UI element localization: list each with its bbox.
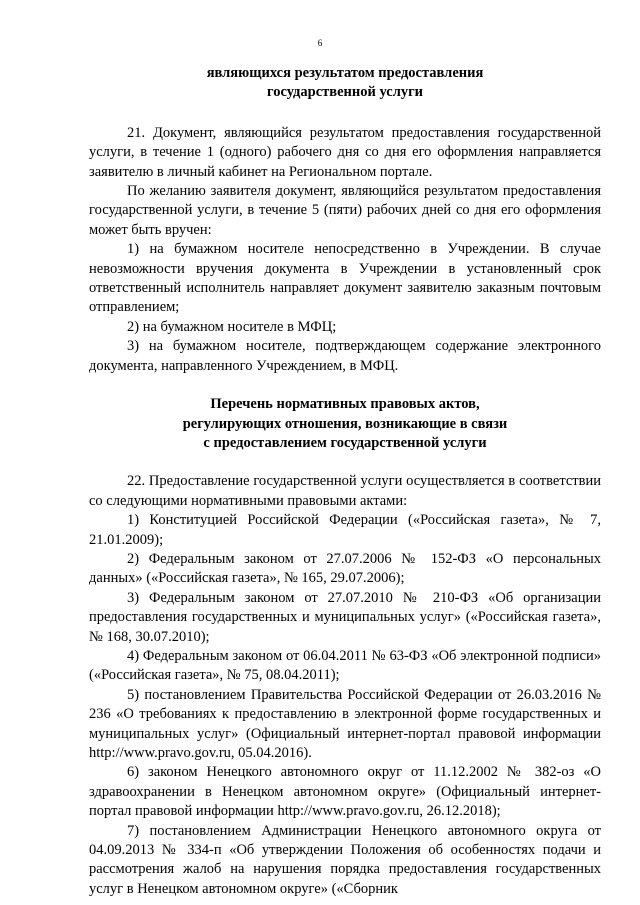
paragraph: По желанию заявителя документ, являющийся результатом предоставления государственной услуги, в течение 5 (пяти) рабочих дней со дня его оформления может быть вручен: [89, 183, 601, 238]
heading-line: Перечень нормативных правовых актов, [210, 396, 480, 413]
paragraph-21: 21. Документ, являющийся результатом предоставления государственной услуги, в течение 1 (одного) рабочего дня со дня его оформления направляется заявителю в личный кабинет на Региональном портале. [89, 124, 601, 180]
heading-line: государственной услуги [266, 84, 424, 101]
section-heading-result [89, 64, 601, 103]
heading-line: регулирующих отношения, возникающие в связи [182, 415, 508, 432]
section-heading-legal-acts [89, 395, 601, 453]
list-item: 1) на бумажном носителе непосредственно в Учреждении. В случае невозможности вручения документа в Учреждении в установленный срок ответственный исполнитель направляет документ заявителю заказным почтовым отправлением; [89, 241, 601, 316]
list-item: 3) Федеральным законом от 27.07.2010 № 210-ФЗ «Об организации предоставления государственных и муниципальных услуг» («Российская газета», № 168, 30.07.2010); [89, 589, 601, 645]
list-item: 6) законом Ненецкого автономного округ от 11.12.2002 № 382-оз «О здравоохранении в Ненецком автономном округе» (Официальный интернет-портал правовой информации http://www.pravo.gov.ru, 26.12.2018); [89, 764, 601, 820]
list-item: 2) Федеральным законом от 27.07.2006 № 152-ФЗ «О персональных данных» («Российская газета», № 165, 29.07.2006); [89, 550, 601, 587]
paragraph-22: 22. Предоставление государственной услуги осуществляется в соответствии со следующими нормативными правовыми актами: [89, 473, 601, 509]
page-number: 6 [317, 38, 323, 48]
list-item: 5) постановлением Правительства Российской Федерации от 26.03.2016 № 236 «О требованиях к предоставлению в электронной форме государственных и муниципальных услуг» (Официальный интернет-портал правовой информации http://www.pravo.gov.ru, 05.04.2016). [89, 686, 601, 761]
list-item: 3) на бумажном носителе, подтверждающем содержание электронного документа, направленного Учреждением, в МФЦ. [89, 338, 601, 374]
list-item: 1) Конституцией Российской Федерации («Российская газета», № 7, 21.01.2009); [89, 512, 601, 548]
heading-line: являющихся результатом предоставления [206, 65, 484, 81]
list-item: 2) на бумажном носителе в МФЦ; [127, 318, 337, 335]
list-item: 7) постановлением Администрации Ненецкого автономного округа от 04.09.2013 № 334-п «Об утверждении Положения об особенностях подачи и рассмотрения жалоб на нарушения порядка предоставления государственных услуг в Ненецком автономном округе» («Сборник [89, 822, 601, 897]
document-body [89, 64, 601, 899]
heading-line: с предоставлением государственной услуги [203, 434, 487, 451]
list-item: 4) Федеральным законом от 06.04.2011 № 63-ФЗ «Об электронной подписи» («Российская газета», № 75, 08.04.2011); [89, 647, 601, 684]
